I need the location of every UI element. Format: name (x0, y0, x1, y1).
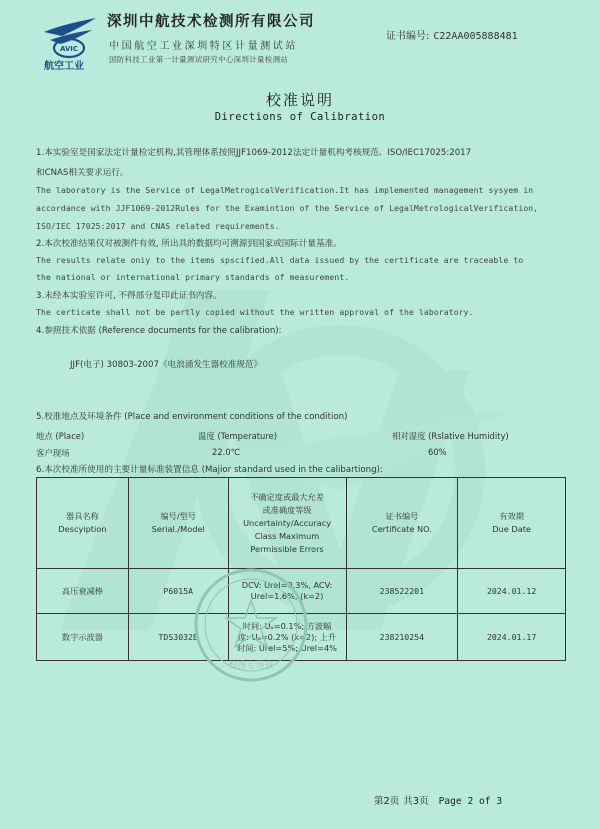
page-title-cn: 校准说明 (265, 91, 334, 109)
header-uncertainty-en-3: Permissible Errors (250, 543, 324, 554)
place-value: 客户现场 (36, 448, 70, 458)
header-certificate (346, 478, 458, 569)
logo-badge: AVIC (59, 45, 79, 53)
para2-en-1: The results relate oniy to the items spscified.All data issued by the certificate are traceable to (36, 255, 524, 265)
header-due-date-cn: 有效期 (499, 511, 524, 521)
row-due-date: 2024.01.17 (458, 614, 566, 661)
place-label: 地点 (Place) (36, 431, 85, 441)
page-title-en: Directions of Calibration (214, 111, 386, 123)
header-description-en: Descyiption (58, 524, 107, 534)
para1-cn: 1.本实验室是国家法定计量检定机构,其管理体系按照JJF1069-2012法定计量机构考核规范、ISO/IEC17025:2017 (36, 148, 472, 158)
para3-cn: 3.未经本实验室许可, 不得部分复印此证书内容。 (36, 291, 222, 301)
para1-en-2: accordance with JJF1069-2012Rules for the Examintion of the Service of LegalMetrologicalVerification, (36, 203, 539, 213)
para2-cn: 2.本次校准结果仅对被测件有效, 所出具的数据均可溯源到国家或国际计量基准。 (36, 239, 342, 249)
table-header-row (37, 478, 566, 569)
page-number-en: Page 2 of 3 (438, 796, 503, 807)
para4: 4.参照技术依据 (Reference documents for the calibration): (36, 326, 282, 336)
calibration-seal (192, 566, 310, 684)
row-name: 高压衰减棒 (37, 569, 129, 614)
logo-text: 航空工业 (44, 61, 84, 72)
row-due-date: 2024.01.12 (458, 569, 566, 614)
para2-en-2: the national or international primary standards of measurement. (36, 272, 350, 282)
header-due-date-en: Due Date (492, 524, 531, 534)
row-uncertainty-line-3: 时间: Urel=5%; Urel=4% (237, 642, 337, 653)
row-name: 数字示波器 (37, 614, 129, 661)
para3-en: The certicate shall not be partly copied without the written approval of the laboratory. (36, 307, 474, 317)
row-model: P6015A (128, 569, 228, 614)
para5: 5.校准地点及环境条件 (Place and environment conditions of the condition) (36, 412, 348, 422)
row-uncertainty-line-2: 度: Uₐ=0.2% (k=2); 上升 (238, 631, 337, 642)
reference-document: JJF(电子) 30803-2007《电浪涌发生器校准规范》 (70, 360, 263, 370)
org-name: 深圳中航技术检测所有限公司 (107, 14, 315, 30)
header-due-date (458, 478, 566, 569)
header-serial (128, 478, 228, 569)
temperature-value: 22.0℃ (212, 447, 241, 457)
page-number-cn: 第2页 (374, 796, 400, 807)
temperature-label: 温度 (Temperature) (198, 431, 277, 441)
row-uncertainty-line-1: DCV: Urel=0.3%, ACV: (241, 580, 333, 590)
row-certificate: 238522201 (346, 569, 458, 614)
seal-text: 校准专用章 (228, 661, 274, 671)
page-footer (374, 793, 502, 807)
header-serial-en: Serial./Model (151, 524, 205, 534)
row-model: TDS3032B (128, 614, 228, 661)
header-uncertainty-en-1: Uncertainty/Accuracy (243, 517, 332, 528)
header-description-cn: 器具名称 (66, 511, 99, 521)
header-certificate-en: Certificate NO. (371, 524, 432, 534)
para6: 6.本次校准所使用的主要计量标准装置信息 (Majior standard used in the calibartiong): (36, 465, 383, 475)
row-uncertainty-line-1: 时间: Uₐ=0.1%; 方波幅 (242, 620, 332, 631)
header-uncertainty (228, 478, 346, 569)
header-serial-cn: 编号/型号 (160, 511, 196, 521)
org-subtitle-2: 国防科技工业第一计量测试研究中心深圳计量检测站 (109, 55, 289, 64)
humidity-label: 相对湿度 (Rslative Humidity) (392, 431, 509, 441)
header-uncertainty-cn-2: 或准确度等级 (262, 504, 312, 515)
row-uncertainty-line-2: Urel=1.6%, (k=2) (250, 591, 324, 601)
humidity-value: 60% (428, 447, 447, 457)
certificate-number-label: 证书编号: (386, 31, 430, 42)
header-certificate-cn: 证书编号 (385, 511, 419, 521)
certificate-number (386, 27, 518, 42)
row-certificate: 238210254 (346, 614, 458, 661)
certificate-number-value: C22AA005888481 (433, 31, 518, 42)
org-subtitle: 中国航空工业深圳特区计量测试站 (109, 41, 298, 52)
para1-cn-2: 和CNAS相关要求运行。 (36, 168, 129, 178)
para1-en-1: The laboratory is the Service of LegalMetrogicalVerification.It has implemented management sysyem in (36, 185, 534, 195)
header-description (37, 478, 129, 569)
header-uncertainty-cn-1: 不确定度或最大允差 (250, 491, 324, 502)
total-pages-cn: 共3页 (403, 796, 429, 807)
header-uncertainty-en-2: Class Maximum (254, 530, 320, 541)
para1-en-3: ISO/IEC 17025:2017 and CNAS related requirements. (36, 221, 280, 231)
